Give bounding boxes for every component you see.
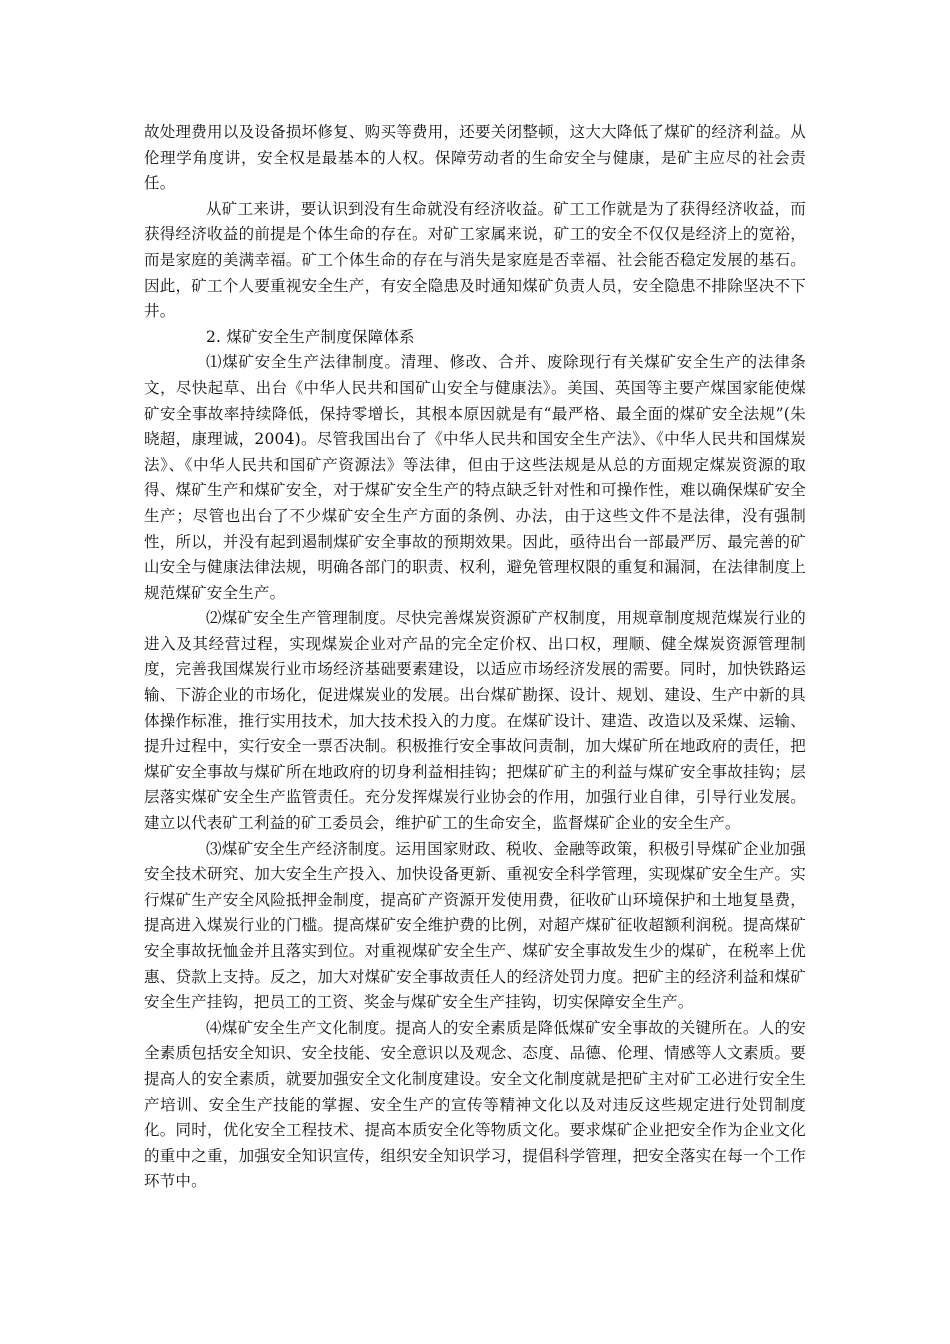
paragraph-management-system: ⑵煤矿安全生产管理制度。尽快完善煤炭资源矿产权制度，用规章制度规范煤炭行业的进入及其经营过程，实现煤炭企业对产品的完全定价权、出口权，理顺、健全煤炭资源管理制度，完善我国煤炭行业市场经济基础要素建设，以适应市场经济发展的需要。同时，加快铁路运输、下游企业的市场化，促进煤炭业的发展。出台煤矿勘探、设计、规划、建设、生产中新的具体操作标准，推行实用技术，加大技术投入的力度。在煤矿设计、建造、改造以及采煤、运输、提升过程中，实行安全一票否决制。积极推行安全事故问责制，加大煤矿所在地政府的责任，把煤矿安全事故与煤矿所在地政府的切身利益相挂钩；把煤矿矿主的利益与煤矿安全事故挂钩；层层落实煤矿安全生产监管责任。充分发挥煤炭行业协会的作用，加强行业自律，引导行业发展。建立以代表矿工利益的矿工委员会，维护矿工的生命安全，监督煤矿企业的安全生产。 — [144, 609, 806, 833]
paragraph-economic-system: ⑶煤矿安全生产经济制度。运用国家财政、税收、金融等政策，积极引导煤矿企业加强安全技术研究、加大安全生产投入、加快设备更新、重视安全科学管理，实现煤矿安全生产。实行煤矿生产安全风险抵押金制度，提高矿产资源开发使用费，征收矿山环境保护和土地复垦费，提高进入煤炭行业的门槛。提高煤矿安全维护费的比例，对超产煤矿征收超额利润税。提高煤矿安全事故抚恤金并且落实到位。对重视煤矿安全生产、煤矿安全事故发生少的煤矿，在税率上优惠、贷款上支持。反之，加大对煤矿安全事故责任人的经济处罚力度。把矿主的经济利益和煤矿安全生产挂钩，把员工的工资、奖金与煤矿安全生产挂钩，切实保障安全生产。 — [144, 839, 806, 1012]
paragraph-miner-perspective: 从矿工来讲，要认识到没有生命就没有经济收益。矿工工作就是为了获得经济收益，而获得经济收益的前提是个体生命的存在。对矿工家属来说，矿工的安全不仅仅是经济上的宽裕，而是家庭的美满幸福。矿工个体生命的存在与消失是家庭是否幸福、社会能否稳定发展的基石。因此，矿工个人要重视安全生产，有安全隐患及时通知煤矿负责人员，安全隐患不排除坚决不下井。 — [144, 199, 806, 321]
paragraph-culture-system: ⑷煤矿安全生产文化制度。提高人的安全素质是降低煤矿安全事故的关键所在。人的安全素质包括安全知识、安全技能、安全意识以及观念、态度、品德、伦理、情感等人文素质。要提高人的安全素质，就要加强安全文化制度建设。安全文化制度就是把矿主对矿工必进行安全生产培训、安全生产技能的掌握、安全生产的宣传等精神文化以及对违反这些规定进行处罚制度化。同时，优化安全工程技术、提高本质安全化等物质文化。要求煤矿企业把安全作为企业文化的重中之重，加强安全知识宣传，组织安全知识学习，提倡科学管理，把安全落实在每一个工作环节中。 — [144, 1018, 806, 1191]
section-heading: 2. 煤矿安全生产制度保障体系 — [206, 327, 415, 346]
paragraph-legal-system: ⑴煤矿安全生产法律制度。清理、修改、合并、废除现行有关煤矿安全生产的法律条文，尽快起草、出台《中华人民共和国矿山安全与健康法》。美国、英国等主要产煤国家能使煤矿安全事故率持续降低，保持零增长，其根本原因就是有“最严格、最全面的煤矿安全法规”(朱晓超，康理诚，2004)。尽管我国出台了《中华人民共和国安全生产法》、《中华人民共和国煤炭法》、《中华人民共和国矿产资源法》等法律，但由于这些法规是从总的方面规定煤炭资源的取得、煤矿生产和煤矿安全，对于煤矿安全生产的特点缺乏针对性和可操作性，难以确保煤矿安全生产；尽管也出台了不少煤矿安全生产方面的条例、办法，由于这些文件不是法律，没有强制性，所以，并没有起到遏制煤矿安全事故的预期效果。因此，亟待出台一部最严厉、最完善的矿山安全与健康法律法规，明确各部门的职责、权利，避免管理权限的重复和漏洞，在法律制度上规范煤矿安全生产。 — [144, 353, 806, 602]
document-body — [144, 120, 806, 1195]
paragraph-continuation: 故处理费用以及设备损坏修复、购买等费用，还要关闭整顿，这大大降低了煤矿的经济利益。从伦理学角度讲，安全权是最基本的人权。保障劳动者的生命安全与健康，是矿主应尽的社会责任。 — [144, 123, 806, 193]
